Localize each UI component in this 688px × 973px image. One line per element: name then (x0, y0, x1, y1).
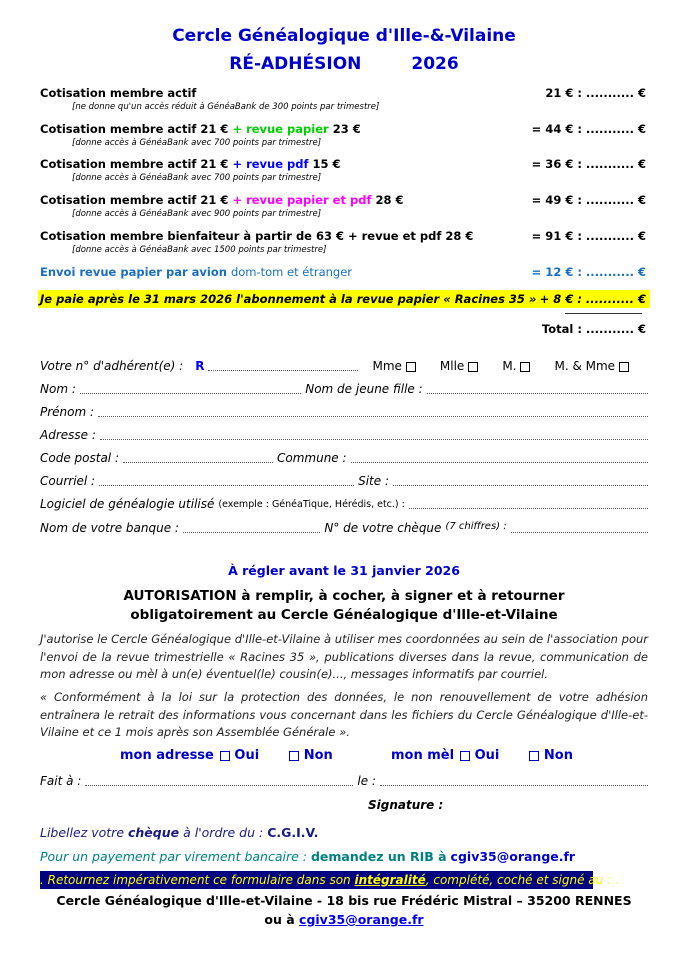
consent-mel (391, 748, 573, 763)
courriel-line (40, 474, 648, 488)
envoi-label: Envoi revue papier par avion (40, 265, 227, 279)
fee-label: Cotisation membre actif (40, 86, 197, 100)
fee-option: + revue papier (232, 122, 329, 136)
nom-line (40, 382, 648, 396)
retour-c: , complété, coché et signé au : . (425, 873, 619, 887)
virement-b: demandez un RIB à (310, 849, 447, 864)
banque-line (40, 521, 648, 535)
fait-line (40, 774, 648, 788)
prenom-line (40, 405, 648, 419)
fee-label: Cotisation membre actif 21 € (40, 193, 229, 207)
fee-option: + revue pdf (232, 157, 309, 171)
commune-label: Commune : (277, 451, 347, 465)
date-field[interactable] (380, 774, 648, 786)
deadline: À régler avant le 31 janvier 2026 (228, 563, 460, 578)
m-checkbox[interactable] (520, 362, 530, 372)
fee-row (40, 86, 196, 100)
fee-amount[interactable]: = 44 € : ........... € (531, 122, 646, 136)
retour-integralite: intégralité (354, 873, 426, 887)
fee-amount[interactable]: = 91 € : ........... € (531, 229, 646, 243)
commune-field[interactable] (351, 451, 648, 463)
title: Cercle Généalogique d'Ille-&-Vilaine (172, 26, 516, 46)
email-link[interactable]: cgiv35@orange.fr (299, 912, 424, 927)
year: 2026 (411, 54, 459, 74)
fee-note: [donne accès à GénéaBank avec 700 points par trimestre] (72, 173, 322, 183)
autorisation-line-2: obligatoirement au Cercle Généalogique d'Ille-et-Vilaine (130, 607, 558, 623)
mel-oui-label: Oui (474, 748, 500, 763)
late-label: Je paie après le 31 mars 2026 l'abonnement à la revue papier « Racines 35 » (40, 292, 537, 306)
site-field[interactable] (393, 474, 648, 486)
fee-row (40, 122, 361, 136)
fee-option-price: 23 € (332, 122, 361, 136)
logiciel-field[interactable] (409, 497, 648, 509)
cp-field[interactable] (123, 451, 273, 463)
mmme-label: M. & Mme (554, 359, 616, 373)
email-line (0, 912, 688, 927)
address: Cercle Généalogique d'Ille-et-Vilaine - 18 bis rue Frédéric Mistral – 35200 RENNES (56, 893, 632, 908)
mel-non-checkbox[interactable] (529, 751, 539, 761)
adresse-label: Adresse : (40, 428, 96, 442)
mel-non-label: Non (543, 748, 573, 763)
m-label: M. (502, 359, 517, 373)
cp-line (40, 451, 648, 465)
fee-option-price: 28 € (375, 193, 404, 207)
fee-option: + revue papier et pdf (232, 193, 372, 207)
logiciel-example: (exemple : GénéaTique, Hérédis, etc.) : (218, 499, 405, 510)
late-amount[interactable]: + 8 € : ........... € (539, 292, 646, 306)
logiciel-line (40, 497, 648, 511)
fee-row (40, 229, 473, 243)
adresse-field[interactable] (100, 428, 648, 440)
mel-oui-checkbox[interactable] (460, 751, 470, 761)
fee-option-price: 15 € (312, 157, 341, 171)
courriel-field[interactable] (99, 474, 354, 486)
libellez-a: Libellez votre (40, 825, 125, 840)
fee-amount[interactable]: = 36 € : ........... € (531, 157, 646, 171)
virement-line (40, 849, 575, 864)
virement-email[interactable]: cgiv35@orange.fr (450, 849, 576, 864)
adresse-oui-checkbox[interactable] (220, 751, 230, 761)
adresse-oui-label: Oui (234, 748, 260, 763)
libellez-line (40, 825, 318, 840)
virement-a: Pour un payement par virement bancaire : (40, 849, 307, 864)
banque-label: Nom de votre banque : (40, 521, 179, 535)
logiciel-label: Logiciel de généalogie utilisé (40, 497, 215, 511)
mme-checkbox[interactable] (406, 362, 416, 372)
cgiv: C.G.I.V. (267, 825, 319, 840)
total-rule (565, 313, 642, 314)
autorisation-line-1: AUTORISATION à remplir, à cocher, à signer et à retourner (123, 588, 565, 604)
cheque-hint: (7 chiffres) : (445, 521, 507, 532)
adherent-field[interactable] (208, 359, 358, 371)
libellez-cheque: chèque (128, 825, 180, 840)
cheque-label: N° de votre chèque (324, 521, 442, 535)
fee-note: [donne accès à GénéaBank avec 700 points par trimestre] (72, 138, 322, 148)
envoi-row (40, 265, 352, 279)
fee-amount[interactable]: = 49 € : ........... € (531, 193, 646, 207)
consent-adresse (120, 748, 333, 763)
ou-label: ou à (264, 912, 295, 927)
prenom-label: Prénom : (40, 405, 95, 419)
fee-label: Cotisation membre actif 21 € (40, 122, 229, 136)
adresse-line (40, 428, 648, 442)
mlle-checkbox[interactable] (468, 362, 478, 372)
courriel-label: Courriel : (40, 474, 96, 488)
prenom-field[interactable] (98, 405, 648, 417)
r-prefix: R (195, 359, 205, 373)
consent-adresse-label: mon adresse (120, 748, 214, 763)
retour-a: . Retournez impérativement ce formulaire dans son (40, 873, 351, 887)
adherent-line (40, 359, 648, 373)
mme-label: Mme (372, 359, 402, 373)
mmme-checkbox[interactable] (619, 362, 629, 372)
jeune-field[interactable] (427, 382, 648, 394)
subtitle (0, 54, 688, 74)
banque-field[interactable] (183, 521, 320, 533)
signature-label: Signature : (368, 798, 444, 812)
jeune-label: Nom de jeune fille : (305, 382, 423, 396)
site-label: Site : (358, 474, 390, 488)
envoi-tail: dom-tom et étranger (230, 265, 353, 279)
cp-label: Code postal : (40, 451, 119, 465)
fee-note: [donne accès à GénéaBank avec 1500 points par trimestre] (72, 245, 327, 255)
fee-amount[interactable]: 21 € : ........... € (545, 86, 646, 100)
libellez-c: à l'ordre du : (183, 825, 264, 840)
retour-banner (40, 871, 619, 889)
adresse-non-label: Non (303, 748, 333, 763)
fee-note: [donne accès à GénéaBank avec 900 points par trimestre] (72, 209, 322, 219)
privacy-paragraph: « Conformément à la loi sur la protection des données, le non renouvellement de votre adhésion entraînera le retrait des informations vous concernant dans les fichiers du Cercle Généalogique d'Ille-et-Vilaine et ce 1 mois après son Assemblée Générale ». (40, 690, 648, 739)
fait-field[interactable] (85, 774, 353, 786)
le-label: le : (357, 774, 376, 788)
consent-paragraph: J'autorise le Cercle Généalogique d'Ille-et-Vilaine à utiliser mes coordonnées au sein de l'association pour l'envoi de la revue trimestrielle « Racines 35 », publications diverses dans la revue, communication de mon adresse ou mèl à un(e) éventuel(le) cousin(e)..., messages informatifs par courriel. (40, 632, 648, 681)
civility (372, 359, 629, 373)
envoi-amount[interactable]: = 12 € : ........... € (531, 265, 646, 279)
fee-label: Cotisation membre actif 21 € (40, 157, 229, 171)
mlle-label: Mlle (439, 359, 465, 373)
adherent-label: Votre n° d'adhérent(e) : (40, 359, 184, 373)
cheque-field[interactable] (511, 521, 648, 533)
total[interactable]: Total : ........... € (541, 322, 646, 336)
fee-row (40, 193, 403, 207)
consent-mel-label: mon mèl (391, 748, 455, 763)
fee-label: Cotisation membre bienfaiteur à partir de 63 € + revue et pdf 28 € (40, 229, 474, 243)
fait-label: Fait à : (40, 774, 82, 788)
nom-field[interactable] (80, 382, 301, 394)
fee-row (40, 157, 341, 171)
nom-label: Nom : (40, 382, 76, 396)
fee-note: [ne donne qu'un accès réduit à GénéaBank de 300 points par trimestre] (72, 102, 380, 112)
subtitle-text: RÉ-ADHÉSION (229, 54, 362, 74)
adresse-non-checkbox[interactable] (289, 751, 299, 761)
